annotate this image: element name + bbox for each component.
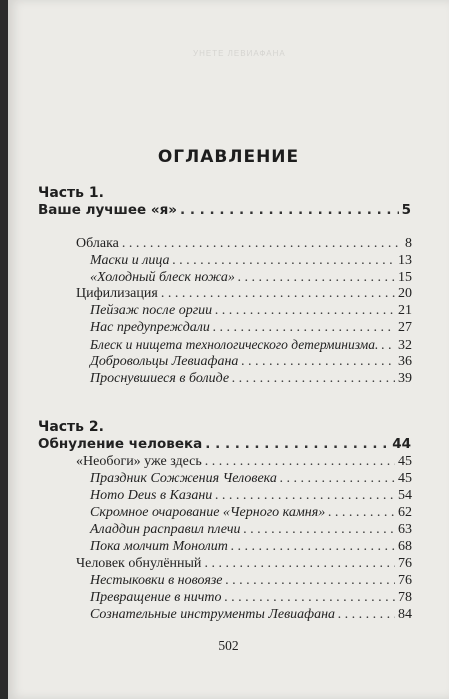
dot-leader <box>225 590 395 606</box>
dot-leader <box>226 573 395 589</box>
page-number: 502 <box>218 638 239 653</box>
toc-entry-title: Облака <box>76 236 119 251</box>
toc-entry-page: 20 <box>398 286 412 301</box>
part-2-heading-page: 44 <box>392 436 411 452</box>
dot-leader <box>215 303 395 319</box>
dot-leader <box>338 607 395 623</box>
dot-leader <box>122 236 402 252</box>
dot-leader <box>213 320 395 336</box>
toc-subentry[interactable] <box>90 371 412 390</box>
dot-leader <box>280 471 395 487</box>
toc-subentry-page: 45 <box>398 471 412 486</box>
part-1-heading[interactable] <box>38 202 411 221</box>
part-1-heading-page: 5 <box>401 202 411 218</box>
toc-subentry-page: 39 <box>398 371 412 386</box>
toc-subentry-page: 76 <box>398 573 412 588</box>
part-2-heading-text: Обнуление человека <box>38 436 203 452</box>
toc-subentry-page: 62 <box>398 505 412 520</box>
toc-title: ОГЛАВЛЕНИЕ <box>157 147 300 167</box>
part-1-heading-text: Ваше лучшее «я» <box>38 202 178 218</box>
book-page <box>8 0 449 699</box>
toc-subentry-title: Пейзаж после оргии <box>90 303 213 318</box>
toc-subentry-title: Пока молчит Монолит <box>90 539 228 554</box>
toc-subentry-title: Проснувшиеся в болиде <box>90 371 230 386</box>
toc-subentry[interactable] <box>90 607 412 626</box>
toc-subentry-page: 84 <box>398 607 412 622</box>
toc-subentry-page: 27 <box>398 320 412 335</box>
running-head: УНЕТЕ ЛЕВИАФАНА <box>193 49 286 58</box>
toc-subentry-page: 78 <box>398 590 412 605</box>
toc-subentry-title: Маски и лица <box>90 253 170 268</box>
toc-subentry-page: 32 <box>398 338 412 353</box>
toc-subentry-title: Праздник Сожжения Человека <box>90 471 277 486</box>
part-1-label: Часть 1. <box>38 185 104 201</box>
toc-entry-page: 76 <box>398 556 412 571</box>
toc-subentry-title: Аладдин расправил плечи <box>90 522 241 537</box>
dot-leader <box>238 270 395 286</box>
toc-entry-title: «Необоги» уже здесь <box>76 454 202 469</box>
dot-leader <box>244 522 396 538</box>
dot-leader <box>328 505 395 521</box>
toc-subentry-title: Превращение в ничто <box>90 590 222 605</box>
toc-entry-title: Человек обнулённый <box>76 556 202 571</box>
toc-subentry-page: 63 <box>398 522 412 537</box>
toc-subentry-title: Блеск и нищета технологического детерминизма. <box>90 337 379 352</box>
toc-subentry-page: 21 <box>398 303 412 318</box>
toc-entry-page: 8 <box>405 236 412 251</box>
toc-subentry-page: 15 <box>398 270 412 285</box>
toc-subentry-title: Скромное очарование «Черного камня» <box>90 505 326 520</box>
dot-leader <box>204 556 395 572</box>
dot-leader <box>232 371 395 387</box>
dot-leader <box>241 354 395 370</box>
toc-subentry-page: 13 <box>398 253 412 268</box>
dot-leader <box>381 338 395 354</box>
toc-subentry-title: Нас предупреждали <box>90 320 210 335</box>
toc-entry-page: 45 <box>398 454 412 469</box>
part-2-heading[interactable] <box>38 436 411 455</box>
toc-subentry-page: 36 <box>398 354 412 369</box>
dot-leader <box>205 454 395 470</box>
dot-leader <box>180 202 399 218</box>
dot-leader <box>205 436 389 452</box>
dot-leader <box>215 488 395 504</box>
part-2-label: Часть 2. <box>38 419 104 435</box>
toc-subentry-title: Сознательные инструменты Левиафана <box>90 607 336 622</box>
toc-subentry-title: Нестыковки в новоязе <box>90 573 223 588</box>
dot-leader <box>173 253 395 269</box>
toc-subentry-page: 54 <box>398 488 412 503</box>
dot-leader <box>231 539 395 555</box>
toc-subentry-title: Homo Deus в Казани <box>90 488 213 503</box>
toc-subentry-title: «Холодный блеск ножа» <box>90 270 235 285</box>
toc-subentry-page: 68 <box>398 539 412 554</box>
dot-leader <box>161 286 395 302</box>
toc-entry-title: Цифилизация <box>76 286 158 301</box>
toc-subentry-title: Добровольцы Левиафана <box>90 354 239 369</box>
